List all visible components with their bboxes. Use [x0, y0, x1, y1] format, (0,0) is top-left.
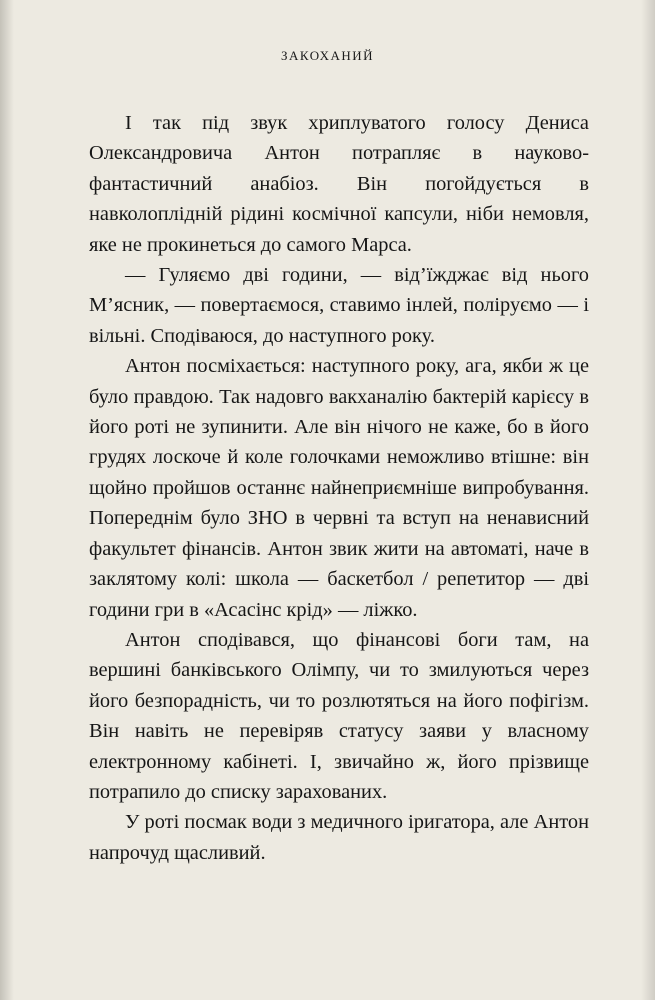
body-text — [89, 108, 589, 868]
paragraph-3: Антон посміхається: наступного року, ага, якби ж це було правдою. Так надовго вакханалію бактерій карієсу в його роті не зупинити. Але він нічого не каже, бо в його грудях лоскоче й коле голочками неможливо втішне: він щойно пройшов останнє найнеприємніше випробування. Попереднім було ЗНО в червні та вступ на ненависний факультет фінансів. Антон звик жити на автоматі, наче в заклятому колі: школа — баскетбол / репетитор — дві години гри в «Асасінс крід» — ліжко. — [89, 355, 589, 621]
page-right-edge-shadow — [641, 0, 655, 1000]
page-left-edge-shadow — [0, 0, 14, 1000]
running-header-title: ЗАКОХАНИЙ — [280, 48, 375, 63]
paragraph-4: Антон сподівався, що фінансові боги там, на вершині банківського Олімпу, чи то змилуються через його безпорадність, чи то розлютяться на його пофігізм. Він навіть не перевіряв статусу заяви у власному електронному кабінеті. І, звичайно ж, його прізвище потрапило до списку зарахованих. — [89, 628, 589, 803]
paragraph-1: І так під звук хриплуватого голосу Дениса Олександровича Антон потрапляє в науково-фантастичний анабіоз. Він погойдується в навколоплідній рідині космічної капсули, ніби немовля, яке не прокинеться до самого Марса. — [89, 112, 589, 256]
paragraph-5: У роті посмак води з медичного іригатора, але Антон напрочуд щасливий. — [89, 811, 589, 864]
paragraph-2: — Гуляємо дві години, — від’їжджає від нього М’ясник, — повертаємося, ставимо інлей, поліруємо — і вільні. Сподіваюся, до наступного року. — [89, 264, 589, 347]
